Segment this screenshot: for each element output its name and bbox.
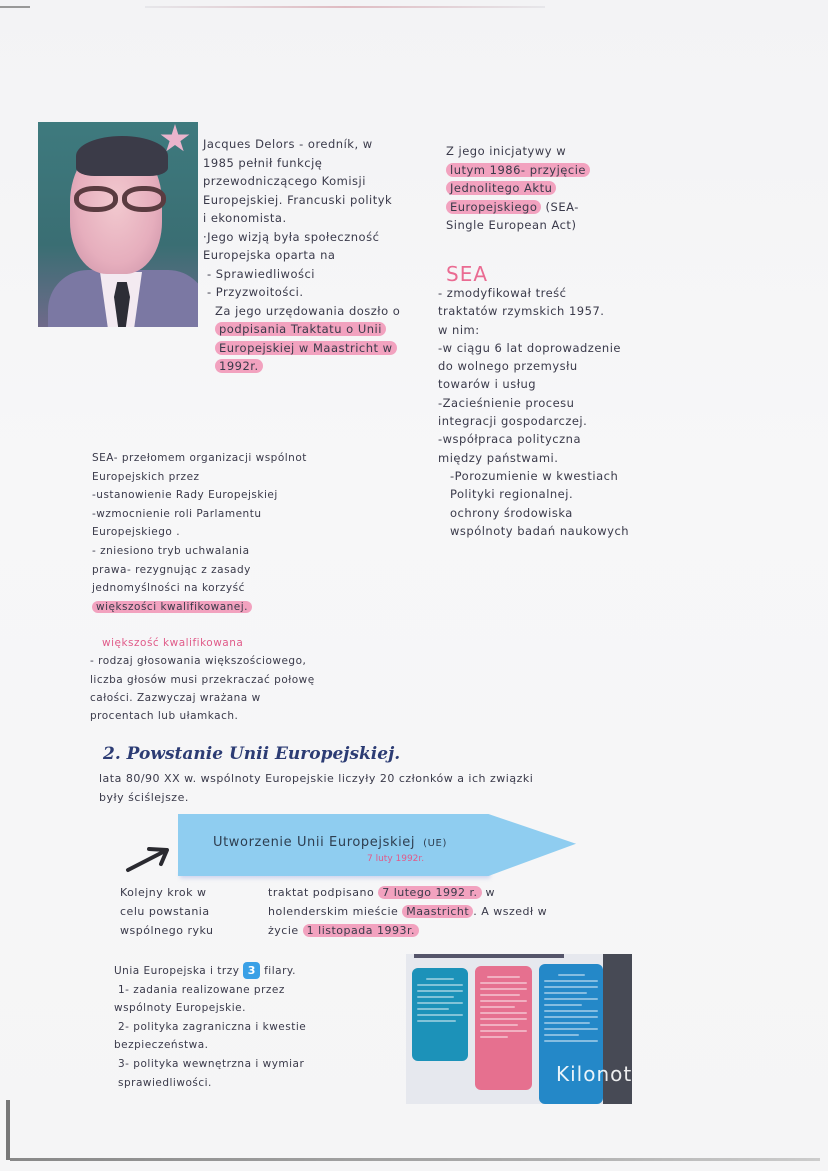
pillars-bar — [414, 954, 564, 958]
pillars-intro-text: filary. — [260, 965, 296, 977]
bio-highlight-line — [203, 357, 400, 376]
pillar-line: 1- zadania realizowane przez — [118, 983, 285, 996]
treaty-note — [268, 883, 547, 940]
qualified-majority-term: większość kwalifikowana — [102, 637, 244, 649]
breakthrough-line: Europejskiego . — [92, 526, 181, 539]
bio-line: Europejska oparta na — [203, 248, 336, 262]
breakthrough-line: prawa- rezygnując z zasady — [92, 563, 251, 576]
treaty-line — [268, 902, 547, 921]
pillar-line: 2- polityka zagraniczna i kwestie — [118, 1020, 307, 1033]
pillar-line: wspólnoty Europejskie. — [114, 1002, 246, 1015]
initiative-line: Single European Act) — [446, 218, 577, 232]
pillar-line: sprawiedliwości. — [118, 1076, 212, 1089]
page-edge — [0, 6, 30, 8]
highlight: Maastricht — [402, 905, 473, 918]
page-edge — [10, 1158, 820, 1161]
treaty-text: w — [481, 886, 496, 899]
pillar-line: 3- polityka wewnętrzna i wymiar — [118, 1057, 305, 1070]
watermark-text: Kilonot — [556, 1062, 632, 1086]
sea-breakthrough — [92, 449, 307, 616]
treaty-text: . A wszedł w — [473, 905, 548, 918]
sea-line: wspólnoty badań naukowych — [450, 523, 630, 538]
highlight: 1992r. — [215, 359, 263, 373]
definition-line: procentach lub ułamkach. — [90, 710, 239, 723]
highlight: Europejskiego — [446, 200, 541, 214]
breakthrough-line: -wzmocnienie roli Parlamentu — [92, 507, 262, 520]
pillar-card-2 — [475, 966, 532, 1090]
next-step-line: wspólnego ryku — [120, 924, 214, 937]
bio-line: i ekonomista. — [203, 211, 287, 225]
banner-date: 7 luty 1992r. — [367, 854, 425, 864]
arrow-icon — [125, 845, 171, 873]
highlight: Jednolitego Aktu — [446, 181, 556, 195]
sea-line: -współpraca polityczna — [438, 432, 581, 447]
treaty-text: życie — [268, 924, 303, 937]
page-edge — [6, 1100, 10, 1160]
breakthrough-line: Europejskich przez — [92, 470, 200, 483]
intro-line: lata 80/90 XX w. wspólnoty Europejskie liczyły 20 członków a ich związki — [99, 772, 534, 785]
banner-abbr: (UE) — [423, 838, 447, 849]
bio-highlight-line — [203, 320, 400, 339]
bio-highlight-line — [203, 339, 400, 358]
jacques-delors-photo — [38, 122, 198, 327]
next-step-line: celu powstania — [120, 905, 210, 918]
treaty-line — [268, 883, 547, 902]
sea-line: traktatów rzymskich 1957. — [438, 304, 605, 319]
sea-line: w nim: — [438, 322, 480, 337]
highlight: podpisania Traktatu o Unii — [215, 322, 386, 336]
bio-line: - Sprawiedliwości — [207, 266, 315, 281]
sea-line: do wolnego przemysłu — [438, 359, 578, 374]
three-pillars-image — [406, 954, 632, 1104]
bio-line: Europejskiej. Francuski polityk — [203, 192, 393, 207]
bio-line: Jacques Delors - oredník, w — [203, 137, 373, 151]
sea-line: między państwami. — [438, 450, 559, 465]
section2-intro — [99, 769, 533, 807]
pillar-line: bezpieczeństwa. — [114, 1039, 209, 1052]
initiative-suffix: (SEA- — [541, 199, 579, 214]
sea-notes — [438, 284, 629, 540]
page-edge — [145, 6, 545, 8]
pillar-card-1 — [412, 968, 468, 1061]
pillars-note — [114, 962, 306, 1092]
number-badge: 3 — [243, 962, 260, 979]
intro-line: były ściślejsze. — [99, 791, 189, 804]
pillars-intro — [114, 962, 306, 981]
initiative-line — [446, 161, 590, 180]
highlight: Europejskiej w Maastricht w — [215, 341, 397, 355]
breakthrough-line — [92, 598, 307, 617]
bio-line: przewodniczącego Komisji — [203, 174, 366, 188]
banner-title-text: Utworzenie Unii Europejskiej — [213, 835, 416, 850]
sea-line: Polityki regionalnej. — [450, 487, 574, 502]
qualified-majority-note — [90, 634, 315, 725]
definition-line: całości. Zazwyczaj wrażana w — [90, 691, 261, 704]
highlight: większości kwalifikowanej. — [92, 601, 252, 613]
treaty-line — [268, 921, 547, 940]
bio-line: 1985 pełnił funkcję — [203, 155, 323, 170]
bio-line: ·Jego wizją była społeczność — [203, 229, 380, 244]
sea-line: towarów i usług — [438, 377, 537, 392]
initiative-note — [446, 142, 590, 235]
highlight: 7 lutego 1992 r. — [378, 886, 481, 899]
bio-line: Za jego urzędowania doszło o — [215, 303, 401, 318]
sea-line: integracji gospodarczej. — [438, 414, 588, 429]
initiative-line: Z jego inicjatywy w — [446, 144, 567, 158]
initiative-line — [446, 179, 590, 198]
sea-line: - zmodyfikował treść — [438, 286, 567, 300]
definition-line: liczba głosów musi przekraczać połowę — [90, 673, 315, 686]
bio-line: - Przyzwoitości. — [207, 285, 304, 299]
treaty-text: traktat podpisano — [268, 886, 379, 899]
next-step-note — [120, 883, 213, 940]
highlight: lutym 1986- przyjęcie — [446, 163, 590, 177]
banner-title — [213, 835, 447, 850]
definition-line: - rodzaj głosowania większościowego, — [90, 655, 307, 668]
sea-line: -Zacieśnienie procesu — [438, 395, 575, 410]
pillars-intro-text: Unia Europejska i trzy — [114, 965, 244, 977]
section-heading: 2. Powstanie Unii Europejskiej. — [103, 744, 401, 764]
delors-bio — [203, 135, 400, 376]
sea-line: -w ciągu 6 lat doprowadzenie — [438, 340, 621, 355]
sea-line: ochrony środowiska — [450, 505, 573, 520]
breakthrough-line: SEA- przełomem organizacji wspólnot — [92, 452, 307, 464]
breakthrough-line: jednomyślności na korzyść — [92, 582, 245, 595]
sea-title: SEA — [446, 262, 489, 286]
highlight: 1 listopada 1993r. — [303, 924, 419, 937]
sea-line: -Porozumienie w kwestiach — [450, 468, 619, 483]
next-step-line: Kolejny krok w — [120, 886, 207, 899]
treaty-text: holenderskim mieście — [268, 905, 403, 918]
initiative-line — [446, 198, 590, 217]
photo-glasses — [68, 186, 172, 212]
breakthrough-line: -ustanowienie Rady Europejskiej — [92, 489, 278, 502]
breakthrough-line: - zniesiono tryb uchwalania — [92, 544, 250, 557]
photo-hair — [76, 136, 168, 176]
